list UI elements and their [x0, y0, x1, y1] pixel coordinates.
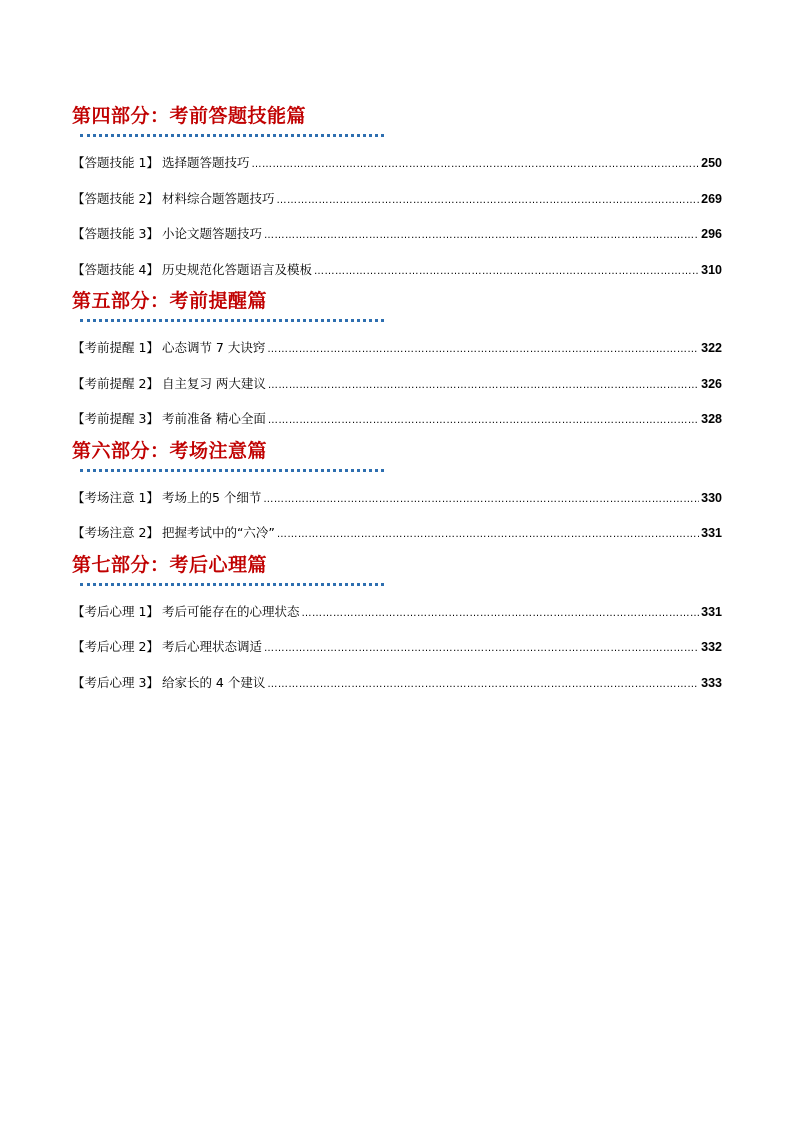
entry-tag: 【考前提醒 3】: [72, 411, 159, 426]
entry-title: 材料综合题答题技巧: [161, 190, 275, 206]
toc-entry[interactable]: [72, 181, 722, 217]
toc-entry[interactable]: [72, 145, 722, 181]
entry-page-number: 328: [701, 412, 722, 426]
dot-leader: [264, 631, 699, 667]
entry-tag: 【考后心理 1】: [72, 603, 159, 619]
entry-title: 考后可能存在的心理状态: [161, 603, 300, 619]
dot-leader: [314, 254, 699, 290]
entry-page-number: 331: [701, 604, 722, 619]
entry-tag: 【考前提醒 2】: [72, 375, 159, 391]
entry-title: 小论文题答题技巧: [161, 226, 262, 241]
dot-leader: [268, 368, 699, 404]
section-heading: 第四部分：考前答题技能篇: [72, 105, 307, 127]
section-heading: 第六部分：考场注意篇: [72, 439, 268, 462]
entry-title: 把握考试中的“六冷”: [161, 525, 275, 540]
toc-section: [72, 551, 722, 701]
entry-page-number: 322: [701, 341, 722, 355]
entry-page-number: 330: [701, 490, 722, 505]
toc-entry[interactable]: [72, 515, 722, 551]
entry-title: 考场上的5 个细节: [161, 489, 262, 505]
entry-title: 选择题答题技巧: [161, 155, 250, 170]
table-of-contents: [72, 102, 722, 700]
toc-entry[interactable]: [72, 252, 722, 288]
section-dotted-rule: [80, 469, 384, 472]
entry-title: 历史规范化答题语言及模板: [161, 261, 312, 277]
entry-title: 考前准备 精心全面: [161, 411, 266, 426]
entry-tag: 【答题技能 3】: [72, 226, 159, 241]
toc-entry[interactable]: [72, 330, 722, 366]
dot-leader: [264, 218, 699, 254]
section-dotted-rule: [80, 134, 384, 137]
entry-page-number: 331: [701, 526, 722, 540]
section-dotted-rule: [80, 583, 384, 586]
toc-entry[interactable]: [72, 366, 722, 402]
entry-title: 心态调节 7 大诀窍: [161, 340, 266, 355]
toc-section: [72, 287, 722, 437]
section-heading: 第五部分：考前提醒篇: [72, 290, 268, 312]
toc-entry[interactable]: [72, 401, 722, 437]
toc-section: [72, 437, 722, 551]
entry-tag: 【答题技能 4】: [72, 261, 159, 277]
entry-page-number: 332: [701, 640, 722, 654]
entry-title: 自主复习 两大建议: [161, 375, 266, 391]
toc-entry[interactable]: [72, 216, 722, 252]
entry-tag: 【考后心理 2】: [72, 639, 159, 654]
entry-page-number: 269: [701, 191, 722, 206]
dot-leader: [268, 403, 699, 439]
entry-tag: 【考场注意 1】: [72, 489, 159, 505]
entry-title: 给家长的 4 个建议: [161, 674, 266, 690]
entry-tag: 【答题技能 2】: [72, 190, 159, 206]
toc-entry[interactable]: [72, 480, 722, 516]
entry-page-number: 296: [701, 227, 722, 241]
toc-entry[interactable]: [72, 594, 722, 630]
dot-leader: [267, 667, 699, 703]
dot-leader: [277, 517, 699, 553]
dot-leader: [301, 596, 699, 632]
dot-leader: [276, 183, 699, 219]
dot-leader: [251, 147, 699, 183]
entry-title: 考后心理状态调适: [161, 639, 262, 654]
toc-entry[interactable]: [72, 629, 722, 665]
entry-tag: 【答题技能 1】: [72, 155, 159, 170]
toc-entry[interactable]: [72, 665, 722, 701]
toc-section: [72, 102, 722, 287]
entry-tag: 【考前提醒 1】: [72, 340, 159, 355]
dot-leader: [263, 482, 699, 518]
entry-page-number: 310: [701, 262, 722, 277]
dot-leader: [267, 332, 699, 368]
entry-tag: 【考场注意 2】: [72, 525, 159, 540]
section-heading: 第七部分：考后心理篇: [72, 553, 268, 576]
entry-page-number: 250: [701, 156, 722, 170]
entry-page-number: 333: [701, 675, 722, 690]
entry-tag: 【考后心理 3】: [72, 674, 159, 690]
section-dotted-rule: [80, 319, 384, 322]
entry-page-number: 326: [701, 376, 722, 391]
